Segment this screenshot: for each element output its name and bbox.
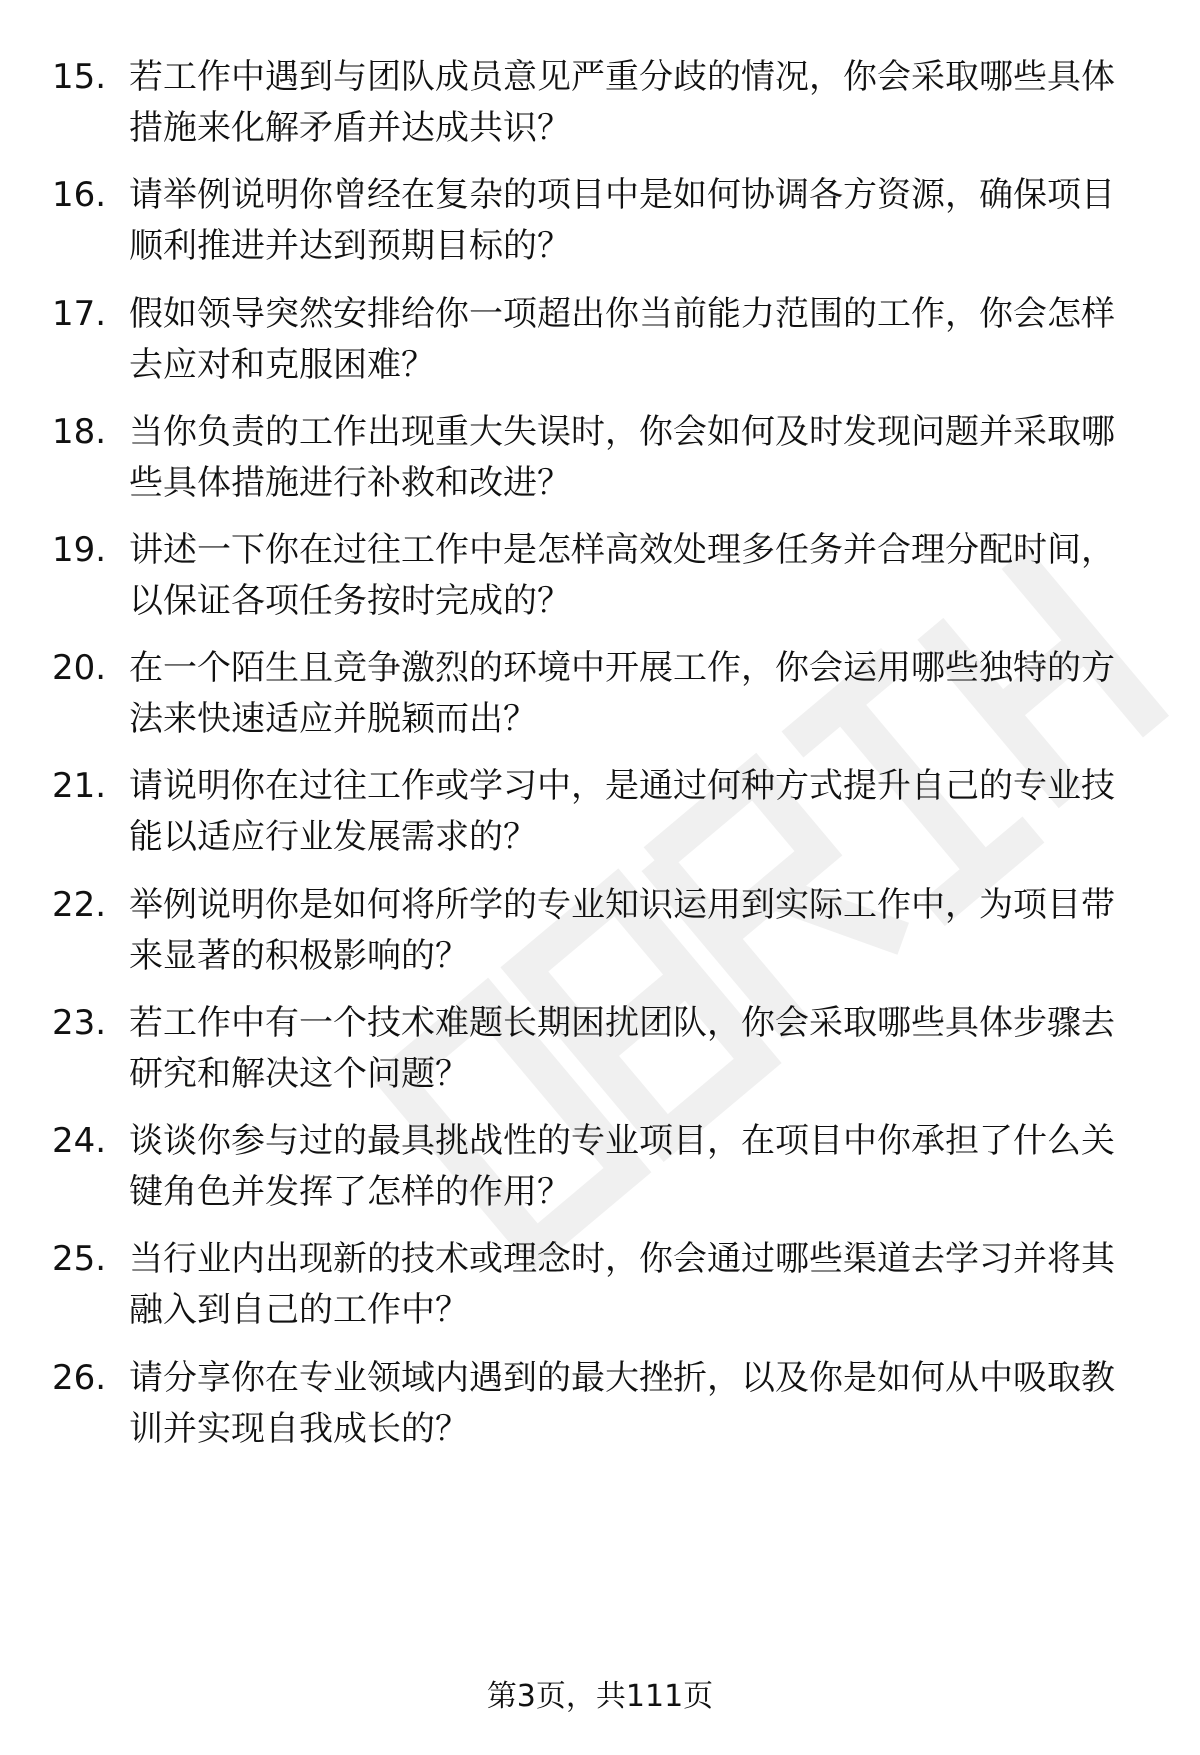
page-number-footer: 第3页，共111页 [486, 1679, 714, 1714]
question-text: 若工作中有一个技术难题长期困扰团队，你会采取哪些具体步骤去研究和解决这个问题？ [129, 1003, 1115, 1094]
question-text: 假如领导突然安排给你一项超出你当前能力范围的工作，你会怎样去应对和克服困难？ [129, 294, 1115, 385]
question-text: 请说明你在过往工作或学习中，是通过何种方式提升自己的专业技能以适应行业发展需求的？ [129, 766, 1115, 857]
question-number: 21. [52, 766, 107, 806]
question-number: 18. [52, 412, 107, 452]
question-number: 24. [52, 1121, 107, 1161]
question-number: 26. [52, 1358, 107, 1398]
question-text: 请分享你在专业领域内遇到的最大挫折，以及你是如何从中吸取教训并实现自我成长的？ [129, 1358, 1115, 1449]
question-number: 17. [52, 294, 107, 334]
question-text: 谈谈你参与过的最具挑战性的专业项目，在项目中你承担了什么关键角色并发挥了怎样的作用？ [129, 1121, 1115, 1212]
question-number: 22. [52, 885, 107, 925]
question-text: 举例说明你是如何将所学的专业知识运用到实际工作中，为项目带来显著的积极影响的？ [129, 885, 1115, 976]
question-number: 25. [52, 1239, 107, 1279]
question-number: 20. [52, 648, 107, 688]
question-text: 当你负责的工作出现重大失误时，你会如何及时发现问题并采取哪些具体措施进行补救和改进？ [129, 412, 1115, 503]
question-text: 若工作中遇到与团队成员意见严重分歧的情况，你会采取哪些具体措施来化解矛盾并达成共识？ [129, 57, 1115, 148]
question-text: 当行业内出现新的技术或理念时，你会通过哪些渠道去学习并将其融入到自己的工作中？ [129, 1239, 1115, 1330]
question-text: 请举例说明你曾经在复杂的项目中是如何协调各方资源，确保项目顺利推进并达到预期目标的？ [129, 175, 1115, 266]
question-number: 16. [52, 175, 107, 215]
question-text: 讲述一下你在过往工作中是怎样高效处理多任务并合理分配时间，以保证各项任务按时完成的？ [129, 530, 1115, 621]
question-text: 在一个陌生且竞争激烈的环境中开展工作，你会运用哪些独特的方法来快速适应并脱颖而出？ [129, 648, 1115, 739]
question-number: 23. [52, 1003, 107, 1043]
question-number: 19. [52, 530, 107, 570]
question-number: 15. [52, 57, 107, 97]
